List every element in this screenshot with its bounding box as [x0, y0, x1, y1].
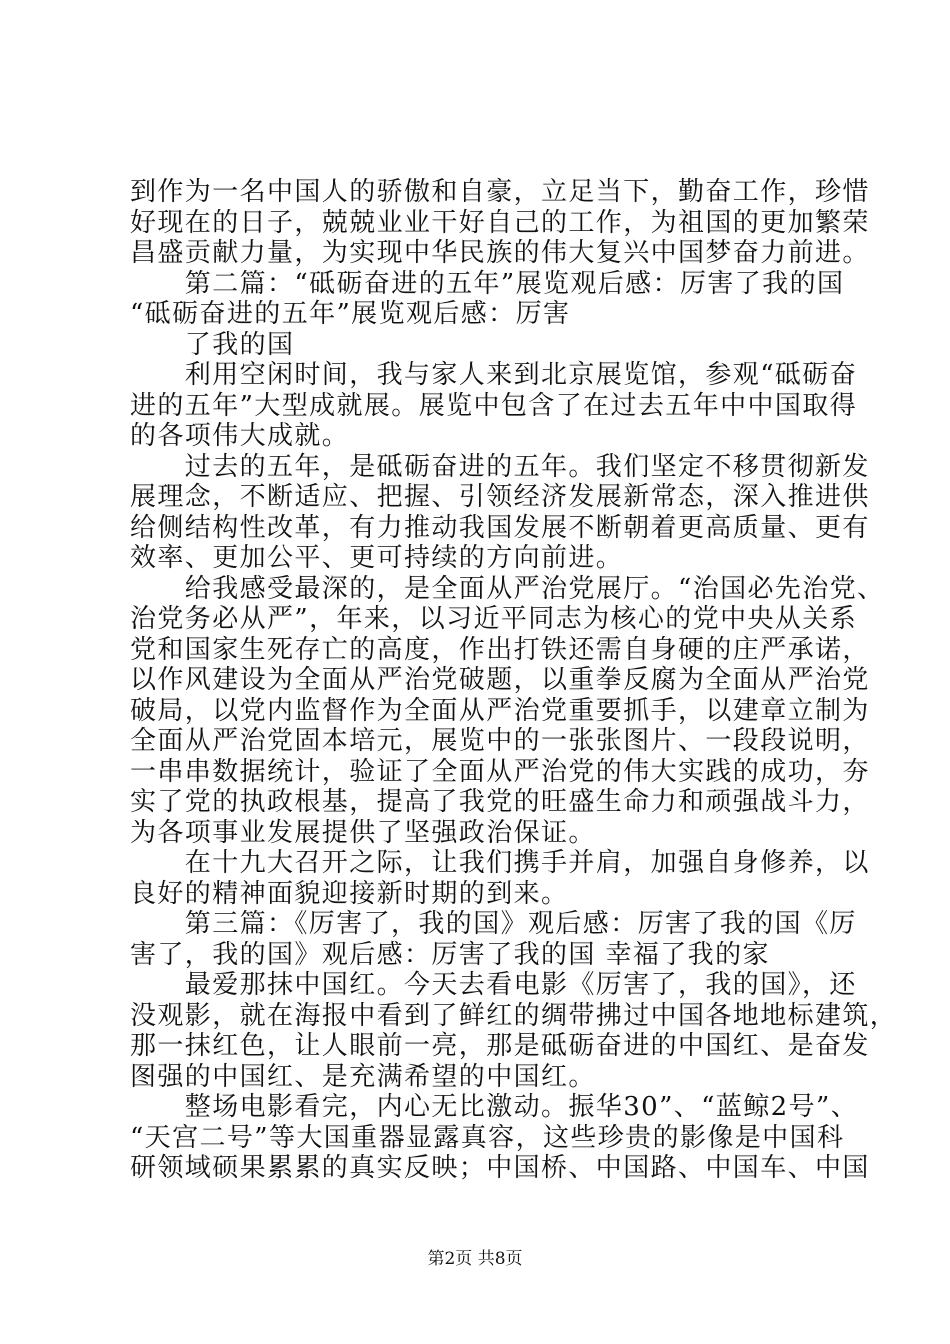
page-footer: 第2页 共8页 [427, 1249, 523, 1269]
body-text-line: 整场电影看完，内心无比激动。振华30”、“蓝鲸2号”、 [130, 1092, 859, 1122]
section-heading-line: 害了，我的国》观后感：厉害了我的国 幸福了我的家 [130, 940, 770, 970]
body-text-line: 实了党的执政根基，提高了我党的旺盛生命力和顽强战斗力， [130, 787, 870, 817]
body-text-line: 没观影，就在海报中看到了鲜红的绸带拂过中国各地地标建筑， [130, 1001, 898, 1031]
section-heading-line: “砥砺奋进的五年”展览观后感：厉害 [130, 299, 571, 329]
body-text-line: 展理念，不断适应、把握、引领经济发展新常态，深入推进供 [130, 482, 870, 512]
body-text-line: 进的五年”大型成就展。展览中包含了在过去五年中中国取得 [130, 391, 858, 421]
body-text-line: 过去的五年，是砥砺奋进的五年。我们坚定不移贯彻新发 [130, 452, 870, 482]
body-text-line: 最爱那抹中国红。今天去看电影《厉害了，我的国》，还 [130, 970, 857, 1000]
body-text-line: 图强的中国红、是充满希望的中国红。 [130, 1062, 596, 1092]
body-text-line: 研领域硕果累累的真实反映；中国桥、中国路、中国车、中国 [130, 1153, 870, 1183]
body-text-line: 好现在的日子，兢兢业业干好自己的工作，为祖国的更加繁荣 [130, 208, 870, 238]
section-heading-line: 第二篇：“砥砺奋进的五年”展览观后感：厉害了我的国 [130, 269, 845, 299]
section-heading-line: 了我的国 [130, 330, 295, 360]
body-text-line: 效率、更加公平、更可持续的方向前进。 [130, 543, 624, 573]
body-text-line: 昌盛贡献力量，为实现中华民族的伟大复兴中国梦奋力前进。 [130, 238, 870, 268]
body-text-line: 给侧结构性改革，有力推动我国发展不断朝着更高质量、更有 [130, 513, 870, 543]
body-text-line: 全面从严治党固本培元，展览中的一张张图片、一段段说明， [130, 726, 870, 756]
body-text-line: “天宫二号”等大国重器显露真容，这些珍贵的影像是中国科 [130, 1123, 845, 1153]
body-text-line: 的各项伟大成就。 [130, 421, 350, 451]
body-text-line: 给我感受最深的，是全面从严治党展厅。“治国必先治党、 [130, 574, 885, 604]
body-text-line: 利用空闲时间，我与家人来到北京展览馆，参观“砥砺奋 [130, 360, 858, 390]
body-text-line: 良好的精神面貌迎接新时期的到来。 [130, 879, 569, 909]
body-text-line: 到作为一名中国人的骄傲和自豪，立足当下，勤奋工作，珍惜 [130, 177, 870, 207]
section-heading-line: 第三篇：《厉害了，我的国》观后感：厉害了我的国《厉 [130, 909, 857, 939]
body-text-line: 在十九大召开之际，让我们携手并肩，加强自身修养，以 [130, 848, 870, 878]
body-text-line: 破局，以党内监督作为全面从严治党重要抓手，以建章立制为 [130, 696, 870, 726]
body-text-line: 一串串数据统计，验证了全面从严治党的伟大实践的成功，夯 [130, 757, 870, 787]
body-text-line: 以作风建设为全面从严治党破题，以重拳反腐为全面从严治党 [130, 665, 870, 695]
body-text-line: 治党务必从严”，年来，以习近平同志为核心的党中央从关系 [130, 604, 858, 634]
body-text-line: 党和国家生死存亡的高度，作出打铁还需自身硬的庄严承诺， [130, 635, 870, 665]
body-text-line: 那一抹红色，让人眼前一亮，那是砥砺奋进的中国红、是奋发 [130, 1031, 870, 1061]
body-text-line: 为各项事业发展提供了坚强政治保证。 [130, 818, 596, 848]
